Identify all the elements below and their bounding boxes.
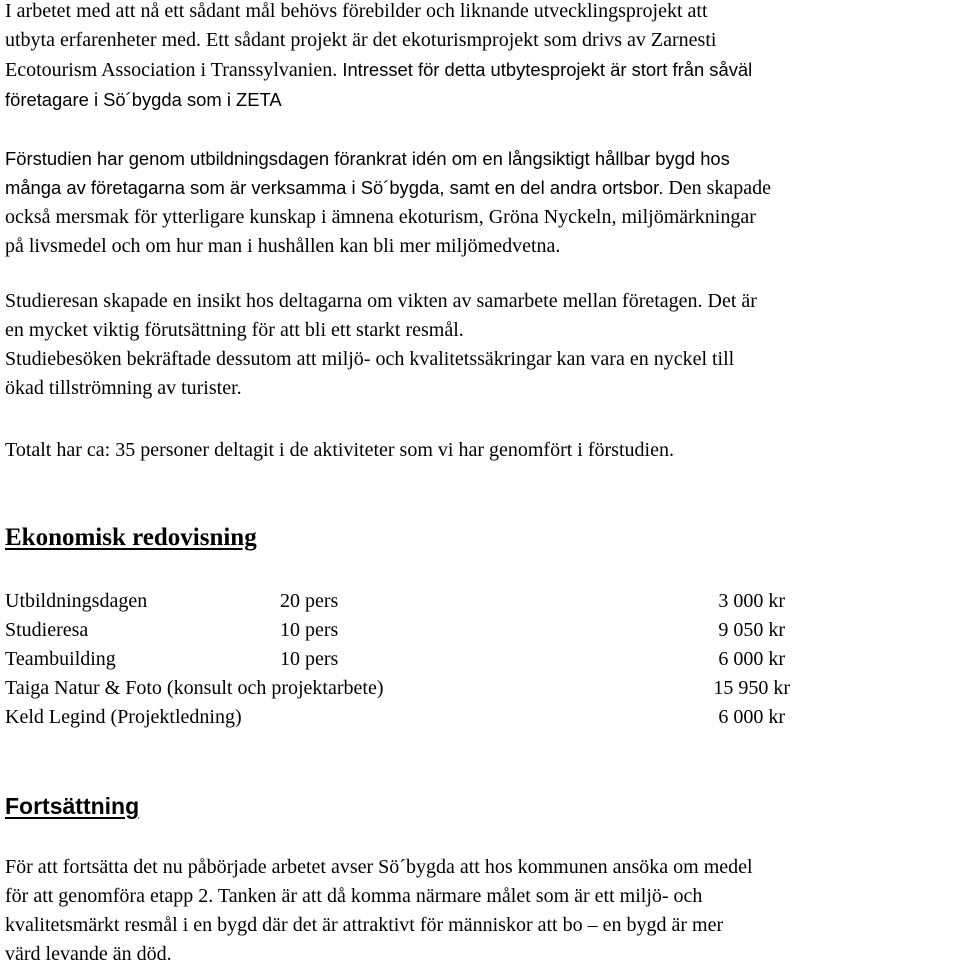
budget-cost: 6 000 kr	[718, 648, 785, 670]
fortsattning-line-2: för att genomföra etapp 2. Tanken är att då komma närmare målet som är ett miljö- och	[5, 885, 703, 907]
budget-item: Taiga Natur & Foto (konsult och projektarbete)	[5, 677, 384, 699]
intro-line-3-serif: Ecotourism Association i Transsylvanien.	[5, 59, 338, 81]
totalt-line-1: Totalt har ca: 35 personer deltagit i de aktiviteter som vi har genomfört i förstudien.	[5, 439, 674, 461]
fortsattning-paragraph	[5, 853, 753, 969]
budget-item: Keld Legind (Projektledning)	[5, 706, 242, 728]
totalt-paragraph	[5, 436, 674, 465]
forstudien-line-2-serif: Den skapade	[663, 177, 772, 199]
intro-line-3	[5, 55, 752, 85]
budget-row	[5, 645, 955, 674]
fortsattning-heading: Fortsättning	[5, 793, 140, 819]
budget-item: Studieresa	[5, 619, 89, 641]
forstudien-line-2-sans: många av företagarna som är verksamma i Sö´bygda, samt en del andra ortsbor.	[5, 177, 664, 198]
budget-table	[5, 587, 955, 732]
forstudien-paragraph	[5, 144, 771, 261]
budget-row	[5, 616, 955, 645]
budget-row	[5, 587, 955, 616]
budget-item: Teambuilding	[5, 648, 116, 670]
intro-line-1: I arbetet med att nå ett sådant mål behövs förebilder och liknande utvecklingsprojekt att	[5, 0, 708, 22]
budget-cost: 9 050 kr	[718, 619, 785, 641]
intro-line-4: företagare i Sö´bygda som i ZETA	[5, 89, 282, 110]
budget-cost: 15 950 kr	[713, 677, 790, 699]
budget-row	[5, 703, 955, 732]
forstudien-line-2	[5, 173, 771, 203]
intro-line-2: utbyta erfarenheter med. Ett sådant projekt är det ekoturismprojekt som drivs av Zarnesti	[5, 29, 717, 51]
budget-qty: 20 pers	[280, 590, 339, 612]
fortsattning-line-3: kvalitetsmärkt resmål i en bygd där det är attraktivt för människor att bo – en bygd är mer	[5, 914, 724, 936]
intro-line-3-sans: Intresset för detta utbytesprojekt är stort från såväl	[337, 59, 753, 80]
intro-paragraph	[5, 0, 752, 114]
studieresa-line-1: Studieresan skapade en insikt hos deltagarna om vikten av samarbete mellan företagen. Det är	[5, 290, 757, 312]
studieresa-line-4: ökad tillströmning av turister.	[5, 377, 242, 399]
studieresa-line-3: Studiebesöken bekräftade dessutom att miljö- och kvalitetssäkringar kan vara en nyckel till	[5, 348, 735, 370]
ekonomi-heading: Ekonomisk redovisning	[5, 524, 257, 551]
forstudien-line-4: på livsmedel och om hur man i hushållen kan bli mer miljömedvetna.	[5, 235, 561, 257]
studieresa-line-2: en mycket viktig förutsättning för att bli ett starkt resmål.	[5, 319, 464, 341]
fortsattning-line-1: För att fortsätta det nu påbörjade arbetet avser Sö´bygda att hos kommunen ansöka om medel	[5, 856, 753, 878]
forstudien-line-3: också mersmak för ytterligare kunskap i ämnena ekoturism, Gröna Nyckeln, miljömärkningar	[5, 206, 756, 228]
budget-row	[5, 674, 955, 703]
budget-item: Utbildningsdagen	[5, 590, 148, 612]
budget-qty: 10 pers	[280, 619, 339, 641]
studieresa-paragraph	[5, 287, 757, 403]
fortsattning-line-4: värd levande än död.	[5, 943, 172, 965]
budget-cost: 6 000 kr	[718, 706, 785, 728]
budget-qty: 10 pers	[280, 648, 339, 670]
budget-cost: 3 000 kr	[718, 590, 785, 612]
forstudien-line-1: Förstudien har genom utbildningsdagen förankrat idén om en långsiktigt hållbar bygd hos	[5, 148, 730, 169]
